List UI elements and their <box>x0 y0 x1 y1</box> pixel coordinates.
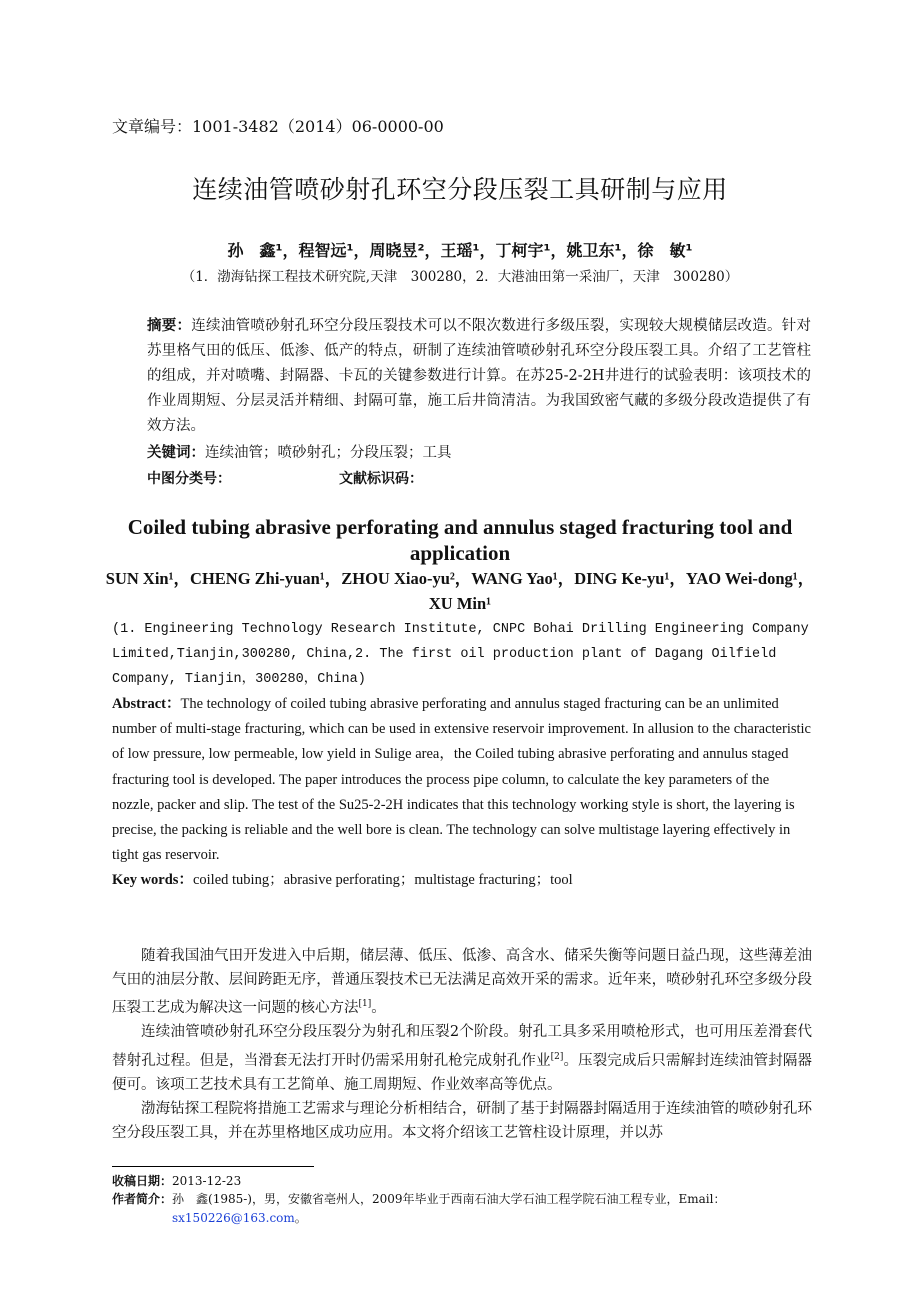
author-email-link[interactable]: sx150226@163.com <box>172 1211 295 1225</box>
received-value: 2013-12-23 <box>172 1174 242 1188</box>
affiliation-zh: （1．渤海钻探工程技术研究院,天津 300280，2．大港油田第一采油厂，天津 300280） <box>181 269 739 285</box>
author-bio: 作者简介：孙 鑫(1985-)，男，安徽省亳州人，2009年毕业于西南石油大学石油工程学院石油工程专业，Email： sx150226@163.com。 <box>112 1192 726 1225</box>
keywords-en <box>112 868 573 889</box>
footnote-divider <box>112 1166 314 1167</box>
author-bio-label: 作者简介： <box>112 1192 173 1206</box>
abstract-en <box>112 692 812 868</box>
article-number: 文章编号：1001-3482（2014）06-0000-00 <box>112 117 444 136</box>
body-paragraph-2: 连续油管喷砂射孔环空分段压裂分为射孔和压裂2个阶段。射孔工具多采用喷枪形式，也可用压差滑套代替射孔过程。但是，当滑套无法打开时仍需采用射孔枪完成射孔作业[2]。压裂完成后只需解封连续油管封隔器便可。该项工艺技术具有工艺简单、施工周期短、作业效率高等优点。 <box>112 1024 813 1093</box>
body-text <box>112 944 812 1145</box>
abstract-en-label: Abstract： <box>112 696 181 712</box>
keywords-zh-label: 关键词： <box>147 445 205 461</box>
author-bio-text: 孙 鑫(1985-)，男，安徽省亳州人，2009年毕业于西南石油大学石油工程学院石油工程专业，Email： <box>172 1192 726 1206</box>
clc-label: 中图分类号： <box>147 471 231 487</box>
authors-en: SUN Xin¹，CHENG Zhi-yuan¹，ZHOU Xiao-yu²，WANG Yao¹，DING Ke-yu¹，YAO Wei-dong¹，XU Min¹ <box>105 569 815 613</box>
body-paragraph-1: 随着我国油气田开发进入中后期，储层薄、低压、低渗、高含水、储采失衡等问题日益凸现，这些薄差油气田的油层分散、层间跨距无序，普通压裂技术已无法满足高效开采的需求。近年来，喷砂射孔环空多级分段压裂工艺成为解决这一问题的核心方法[1]。 <box>112 948 812 1017</box>
keywords-en-label: Key words： <box>112 872 193 888</box>
received-date <box>112 1172 241 1189</box>
affiliation-en: (1. Engineering Technology Research Institute, CNPC Bohai Drilling Engineering Company Limited,Tianjin,300280, China,2. The first oil production plant of Dagang Oilfield Company, Tianjin，300280，China) <box>112 622 809 687</box>
body-paragraph-3: 渤海钻探工程院将措施工艺需求与理论分析相结合，研制了基于封隔器封隔适用于连续油管的喷砂射孔环空分段压裂工具，并在苏里格地区成功应用。本文将介绍该工艺管柱设计原理，并以苏 <box>112 1100 812 1142</box>
citation-ref: [2] <box>550 1051 564 1062</box>
doc-code-label: 文献标识码： <box>339 471 423 487</box>
title-en: Coiled tubing abrasive perforating and annulus staged fracturing tool and application <box>127 515 793 565</box>
abstract-zh-label: 摘要： <box>147 318 192 334</box>
keywords-zh <box>147 441 452 462</box>
keywords-en-text: coiled tubing；abrasive perforating；multistage fracturing；tool <box>192 872 573 888</box>
abstract-zh <box>147 314 811 439</box>
title-zh: 连续油管喷砂射孔环空分段压裂工具研制与应用 <box>192 175 728 204</box>
citation-ref: [1] <box>358 999 372 1010</box>
classification-line <box>147 468 423 488</box>
abstract-zh-text: 连续油管喷砂射孔环空分段压裂技术可以不限次数进行多级压裂，实现较大规模储层改造。针对苏里格气田的低压、低渗、低产的特点，研制了连续油管喷砂射孔环空分段压裂工具。介绍了工艺管柱的组成，并对喷嘴、封隔器、卡瓦的关键参数进行计算。在苏25-2-2H井进行的试验表明：该项技术的作业周期短、分层灵活并精细、封隔可靠，施工后井筒清洁。为我国致密气藏的多级分段改造提供了有效方法。 <box>147 318 812 434</box>
abstract-en-text: The technology of coiled tubing abrasive perforating and annulus staged fracturing can be an unlimited number of multi-stage fracturing, which can be used in extensive reservoir improvement. In allusion to the characteristic of low pressure, low permeable, low yield in Sulige area，the Coiled tubing abrasive perforating and annulus staged fracturing tool is developed. The paper introduces the process pipe column, to calculate the key parameters of the nozzle, packer and slip. The test of the Su25-2-2H indicates that this technology working style is short, the layering is precise, the packing is reliable and the well bore is clean. The technology can solve multistage layering effectively in tight gas reservoir. <box>112 696 811 864</box>
authors-zh: 孙 鑫¹，程智远¹，周晓昱²，王瑶¹，丁柯宇¹，姚卫东¹，徐 敏¹ <box>227 241 693 260</box>
keywords-zh-text: 连续油管；喷砂射孔；分段压裂；工具 <box>205 445 452 461</box>
received-label: 收稿日期： <box>112 1174 173 1188</box>
